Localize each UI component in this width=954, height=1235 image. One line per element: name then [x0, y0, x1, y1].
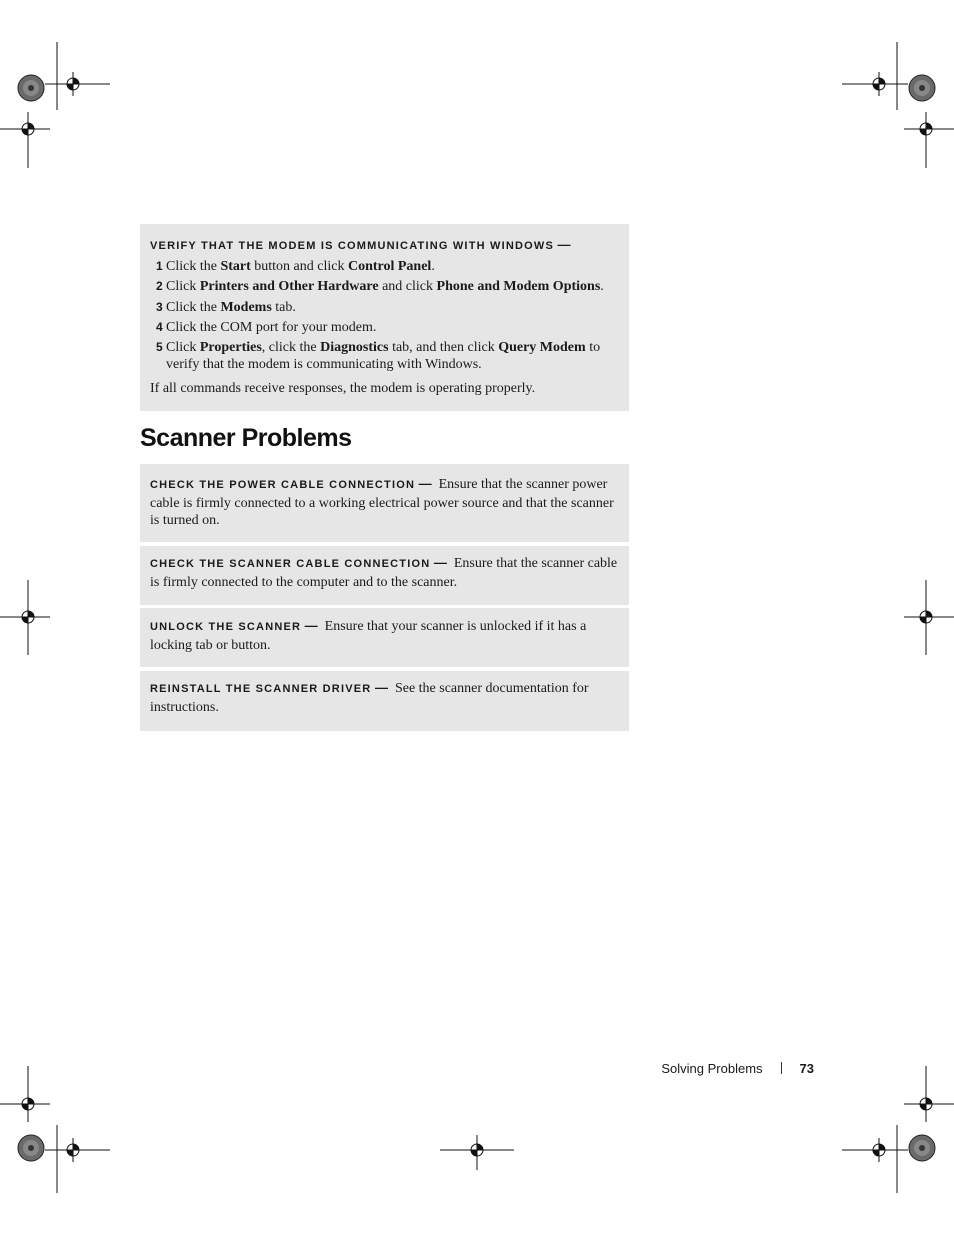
modem-box-note: If all commands receive responses, the modem is operating properly. [150, 380, 536, 396]
tip-dash: — [433, 555, 447, 570]
ui-term-start: Start [220, 259, 251, 275]
ui-term-query-modem: Query Modem [498, 339, 586, 355]
step-number: 3 [156, 299, 163, 314]
step-text: and click [378, 279, 437, 295]
registration-mark [914, 1092, 938, 1116]
color-target-mark [909, 1135, 935, 1161]
registration-mark [16, 1092, 40, 1116]
step-text: to verify that the modem is communicating with Windows. [166, 339, 601, 373]
tip-text: See the scanner documentation for instructions. [150, 681, 589, 715]
step-text: . [600, 279, 604, 295]
registration-mark [867, 1138, 891, 1162]
registration-mark [61, 1138, 85, 1162]
tip-heading: CHECK THE POWER CABLE CONNECTION [150, 479, 416, 491]
step-text: Click the [166, 259, 221, 275]
tip-dash: — [304, 618, 318, 633]
ui-term-phone-modem-options: Phone and Modem Options [436, 279, 601, 295]
page-number: 73 [799, 1061, 814, 1076]
modem-box-dash: — [557, 237, 571, 252]
registration-mark [914, 117, 938, 141]
step-text: Click [166, 339, 200, 355]
ui-term-properties: Properties [199, 339, 262, 355]
step-number: 2 [156, 279, 163, 294]
tip-dash: — [418, 476, 432, 491]
step-text: . [431, 259, 435, 275]
color-target-mark [18, 75, 44, 101]
step-number: 1 [156, 259, 163, 274]
step-text: button and click [250, 259, 348, 275]
tip-heading: UNLOCK THE SCANNER [150, 621, 302, 633]
step-number: 4 [156, 319, 163, 334]
step-text: tab. [271, 299, 296, 315]
step-number: 5 [156, 339, 163, 354]
tip-text: Ensure that the scanner cable is firmly connected to the computer and to the scanner. [150, 556, 618, 590]
registration-mark [16, 117, 40, 141]
ui-term-control-panel: Control Panel [347, 259, 432, 275]
registration-mark [61, 72, 85, 96]
color-target-mark [18, 1135, 44, 1161]
tip-heading: REINSTALL THE SCANNER DRIVER [150, 683, 372, 695]
step-text: Click the [166, 299, 221, 315]
ui-term-printers-hardware: Printers and Other Hardware [199, 279, 379, 295]
tip-heading: CHECK THE SCANNER CABLE CONNECTION [150, 558, 431, 570]
step-text: , click the [261, 339, 321, 355]
tip-text: Ensure that your scanner is unlocked if it has a locking tab or button. [150, 619, 587, 653]
footer-section: Solving Problems [661, 1061, 763, 1076]
step-text: Click [166, 279, 200, 295]
registration-mark [16, 605, 40, 629]
tip-text: Ensure that the scanner power cable is firmly connected to a working electrical power source and that the scanner is turned on. [150, 477, 614, 528]
ui-term-diagnostics: Diagnostics [320, 339, 389, 355]
section-title: Scanner Problems [140, 424, 352, 452]
color-target-mark [909, 75, 935, 101]
tip-dash: — [374, 680, 388, 695]
crop-lines [0, 42, 954, 1193]
registration-mark [914, 605, 938, 629]
step-text: tab, and then click [388, 339, 499, 355]
step-text: Click the COM port for your modem. [166, 319, 377, 335]
modem-box-heading: VERIFY THAT THE MODEM IS COMMUNICATING WITH WINDOWS [150, 240, 555, 252]
registration-mark [867, 72, 891, 96]
ui-term-modems: Modems [220, 299, 272, 315]
registration-mark [465, 1138, 489, 1162]
